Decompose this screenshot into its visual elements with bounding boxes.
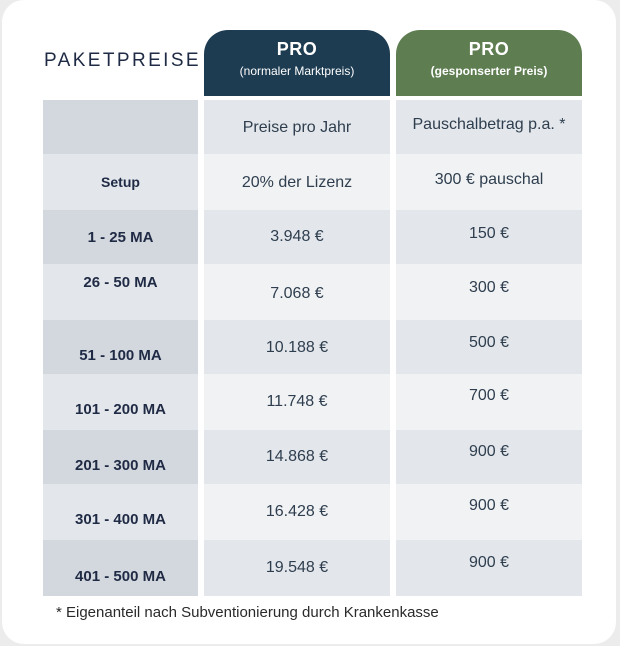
normal-cell-26-50: 7.068 € (204, 264, 390, 320)
normal-cell-51-100: 10.188 € (204, 320, 390, 374)
row-label-51-100: 51 - 100 MA (43, 320, 198, 374)
normal-cell-201-300: 14.868 € (204, 430, 390, 484)
normal-header-cell: Preise pro Jahr (204, 100, 390, 154)
sponsored-cell-301-400: 900 € (396, 484, 582, 540)
sponsored-cell-26-50: 300 € (396, 264, 582, 320)
sponsored-header-cell: Pauschalbetrag p.a. * (396, 100, 582, 154)
sponsored-cell-401-500: 900 € (396, 540, 582, 596)
label-column (43, 100, 198, 596)
normal-cell-401-500: 19.548 € (204, 540, 390, 596)
page-title: PAKETPREISE (44, 50, 201, 71)
row-label-301-400: 301 - 400 MA (43, 484, 198, 540)
row-label-201-300: 201 - 300 MA (43, 430, 198, 484)
row-label-101-200: 101 - 200 MA (43, 374, 198, 430)
header-pro-sponsored-title: PRO (468, 39, 510, 59)
label-header-cell (43, 100, 198, 154)
row-label-401-500: 401 - 500 MA (43, 540, 198, 596)
normal-cell-setup: 20% der Lizenz (204, 154, 390, 210)
sponsored-cell-101-200: 700 € (396, 374, 582, 430)
sponsored-cell-201-300: 900 € (396, 430, 582, 484)
row-label-1-25: 1 - 25 MA (43, 210, 198, 264)
row-label-setup: Setup (43, 154, 198, 210)
row-label-26-50: 26 - 50 MA (43, 264, 198, 320)
normal-cell-101-200: 11.748 € (204, 374, 390, 430)
header-pro-normal-title: PRO (276, 39, 318, 59)
sponsored-price-column (396, 100, 582, 596)
sponsored-cell-1-25: 150 € (396, 210, 582, 264)
sponsored-cell-51-100: 500 € (396, 320, 582, 374)
header-pro-sponsored (396, 30, 582, 96)
header-pro-normal (204, 30, 390, 96)
normal-cell-1-25: 3.948 € (204, 210, 390, 264)
header-pro-normal-subtitle: (normaler Marktpreis) (239, 64, 355, 78)
header-pro-sponsored-subtitle: (gesponserter Preis) (430, 64, 548, 78)
normal-price-column (204, 100, 390, 596)
sponsored-cell-setup: 300 € pauschal (396, 154, 582, 210)
normal-cell-301-400: 16.428 € (204, 484, 390, 540)
footnote: * Eigenanteil nach Subventionierung durch Krankenkasse (56, 604, 439, 621)
